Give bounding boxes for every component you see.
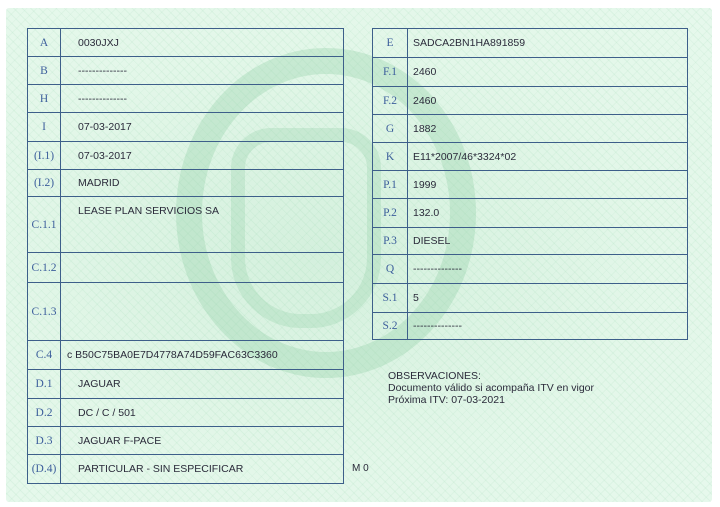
field-row-f1 bbox=[373, 58, 688, 87]
field-code: D.3 bbox=[28, 427, 61, 455]
field-row-e bbox=[373, 29, 688, 58]
field-value bbox=[61, 253, 344, 283]
field-row-h bbox=[28, 85, 344, 113]
field-code: Q bbox=[373, 255, 408, 284]
field-row-d1 bbox=[28, 370, 344, 399]
field-row-b bbox=[28, 57, 344, 85]
field-value: -------------- bbox=[408, 255, 688, 284]
field-code: F.1 bbox=[373, 58, 408, 87]
field-code: K bbox=[373, 143, 408, 171]
field-row-d3 bbox=[28, 427, 344, 455]
field-value: -------------- bbox=[408, 313, 688, 340]
field-row-g bbox=[373, 115, 688, 143]
field-value: 5 bbox=[408, 284, 688, 313]
field-row-i2 bbox=[28, 170, 344, 197]
field-value: JAGUAR bbox=[61, 370, 344, 399]
field-row-k bbox=[373, 143, 688, 171]
field-value: 0030JXJ bbox=[61, 29, 344, 57]
field-value: 2460 bbox=[408, 58, 688, 87]
field-code: (I.2) bbox=[28, 170, 61, 197]
field-row-c12 bbox=[28, 253, 344, 283]
field-code: D.1 bbox=[28, 370, 61, 399]
field-value: 2460 bbox=[408, 87, 688, 115]
observations bbox=[388, 370, 594, 406]
field-row-p1 bbox=[373, 171, 688, 199]
field-code: E bbox=[373, 29, 408, 58]
field-code: C.1.3 bbox=[28, 283, 61, 341]
field-code: P.2 bbox=[373, 199, 408, 228]
field-code: I bbox=[28, 113, 61, 142]
field-row-p3 bbox=[373, 228, 688, 255]
field-code: P.1 bbox=[373, 171, 408, 199]
field-code: P.3 bbox=[373, 228, 408, 255]
field-code: H bbox=[28, 85, 61, 113]
field-row-s2 bbox=[373, 313, 688, 340]
observations-heading: OBSERVACIONES: bbox=[388, 370, 481, 382]
field-row-c11 bbox=[28, 197, 344, 253]
field-value: MADRID bbox=[61, 170, 344, 197]
field-row-f2 bbox=[373, 87, 688, 115]
field-value: -------------- bbox=[61, 57, 344, 85]
field-row-d2 bbox=[28, 399, 344, 427]
field-value: JAGUAR F-PACE bbox=[61, 427, 344, 455]
field-row-i bbox=[28, 113, 344, 142]
field-code: C.1.2 bbox=[28, 253, 61, 283]
field-code: B bbox=[28, 57, 61, 85]
field-code: S.1 bbox=[373, 284, 408, 313]
field-row-q bbox=[373, 255, 688, 284]
observations-line: Documento válido si acompaña ITV en vigor bbox=[388, 382, 595, 394]
field-code: D.2 bbox=[28, 399, 61, 427]
field-value: 132.0 bbox=[408, 199, 688, 228]
field-code: (I.1) bbox=[28, 142, 61, 170]
field-code: A bbox=[28, 29, 61, 57]
field-row-s1 bbox=[373, 284, 688, 313]
field-value: DC / C / 501 bbox=[61, 399, 344, 427]
field-code: C.4 bbox=[28, 341, 61, 370]
field-value: 1999 bbox=[408, 171, 688, 199]
field-code: G bbox=[373, 115, 408, 143]
field-value: c B50C75BA0E7D4778A74D59FAC63C3360 bbox=[61, 341, 344, 370]
left-fields-table bbox=[27, 28, 344, 484]
field-row-d4 bbox=[28, 455, 344, 484]
field-value bbox=[61, 283, 344, 341]
field-value: 07-03-2017 bbox=[61, 113, 344, 142]
field-code: C.1.1 bbox=[28, 197, 61, 253]
right-fields-table bbox=[372, 28, 688, 340]
field-code: S.2 bbox=[373, 313, 408, 340]
field-value: PARTICULAR - SIN ESPECIFICAR bbox=[61, 455, 344, 484]
field-row-p2 bbox=[373, 199, 688, 228]
field-value: DIESEL bbox=[408, 228, 688, 255]
field-row-a bbox=[28, 29, 344, 57]
field-value: -------------- bbox=[61, 85, 344, 113]
field-value: 07-03-2017 bbox=[61, 142, 344, 170]
field-value: SADCA2BN1HA891859 bbox=[408, 29, 688, 58]
field-code: (D.4) bbox=[28, 455, 61, 484]
field-row-c4 bbox=[28, 341, 344, 370]
field-value: E11*2007/46*3324*02 bbox=[408, 143, 688, 171]
field-row-i1 bbox=[28, 142, 344, 170]
field-value: 1882 bbox=[408, 115, 688, 143]
observations-line: Próxima ITV: 07-03-2021 bbox=[388, 394, 505, 406]
field-value: LEASE PLAN SERVICIOS SA bbox=[61, 197, 344, 253]
field-code: F.2 bbox=[373, 87, 408, 115]
field-row-c13 bbox=[28, 283, 344, 341]
footer-mark: M 0 bbox=[352, 463, 369, 474]
